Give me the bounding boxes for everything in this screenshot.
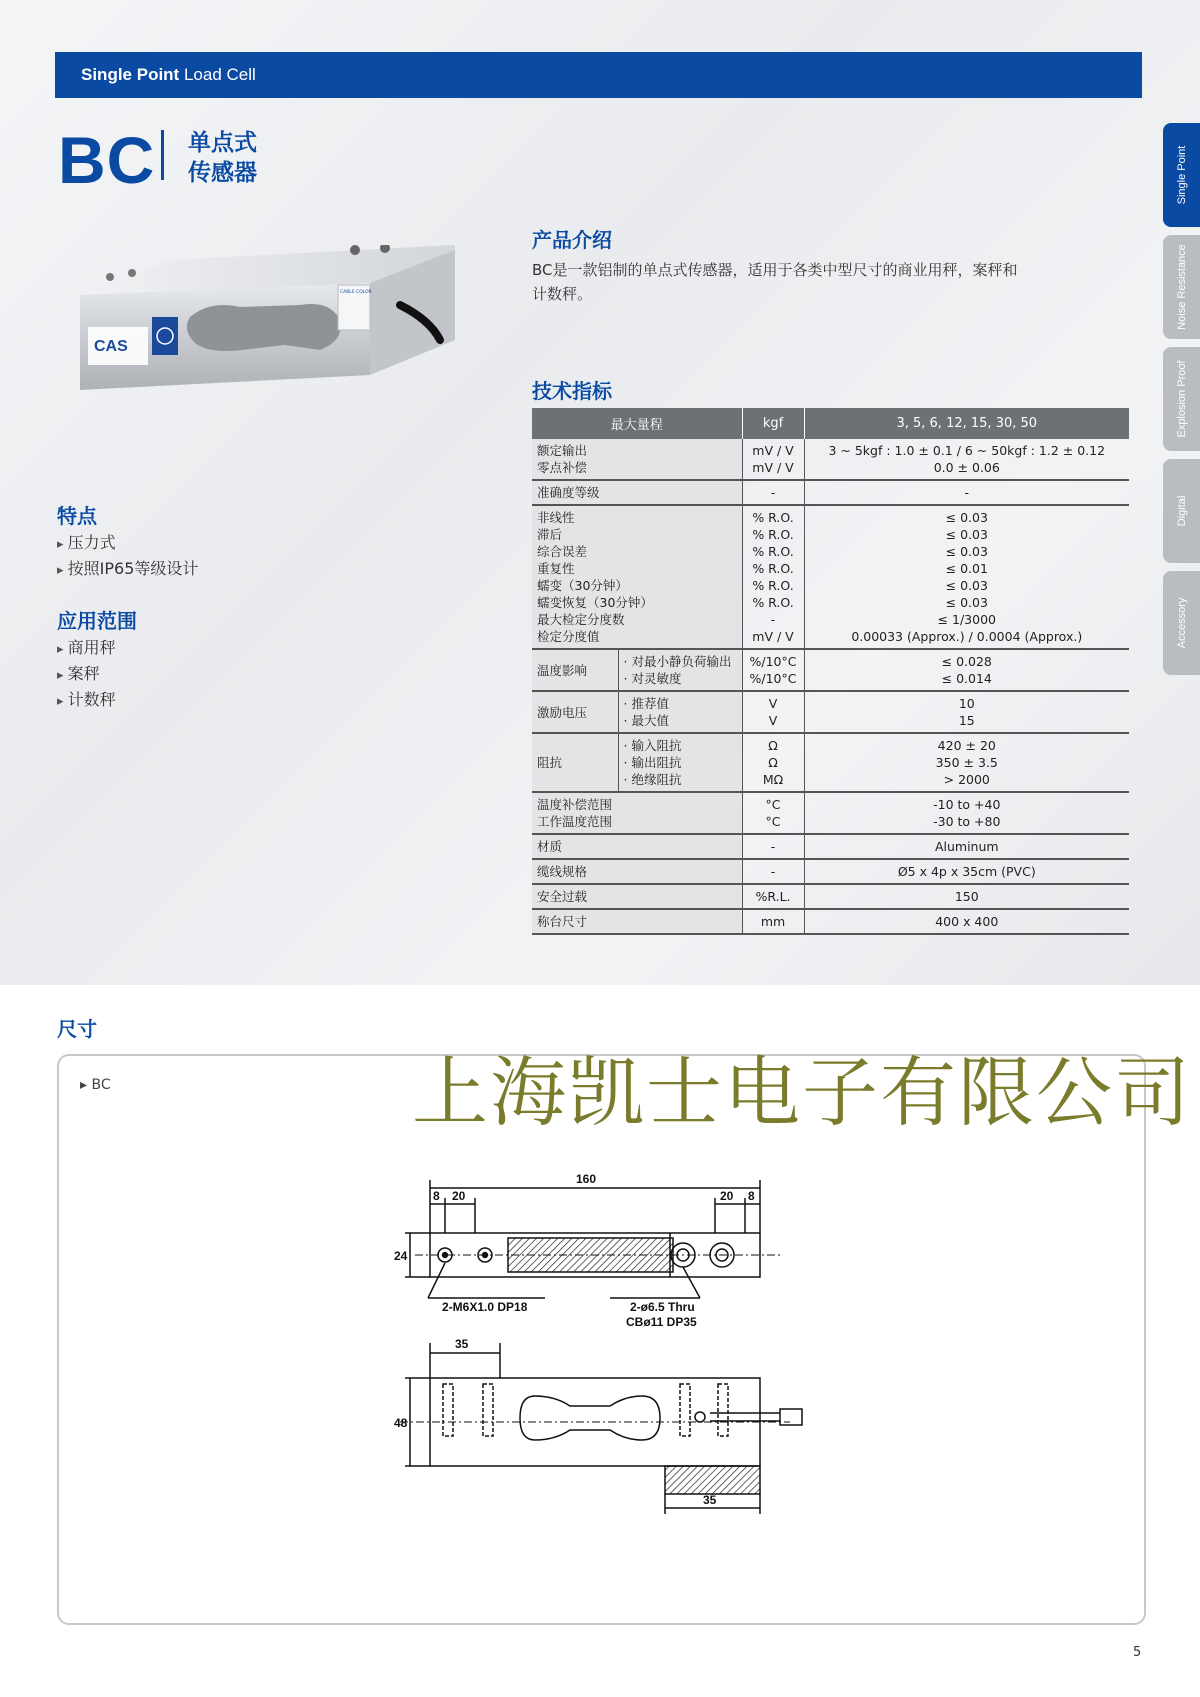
load-cell-image <box>70 245 490 425</box>
dimension-drawing <box>380 1168 840 1538</box>
applications-title: 应用范围 <box>57 609 137 633</box>
dim-total-length: 160 <box>576 1172 597 1186</box>
brand-logo-text: CAS <box>94 338 128 355</box>
dim-20: 20 <box>452 1189 466 1203</box>
features-list <box>57 531 198 583</box>
model-subtitle: 单点式 传感器 <box>188 130 257 186</box>
table-row: 缆线规格 - Ø5 x 4p x 35cm (PVC) <box>532 859 1129 884</box>
applications-list <box>57 636 116 714</box>
dim-20-right: 20 <box>720 1189 734 1203</box>
dim-35-bottom: 35 <box>703 1493 717 1507</box>
dim-height: 48 <box>394 1416 408 1430</box>
table-row: 材质 - Aluminum <box>532 834 1129 859</box>
list-item: ▸ 案秤 <box>57 662 116 688</box>
dim-note-thread: 2-M6X1.0 DP18 <box>442 1300 528 1314</box>
dim-8-right: 8 <box>748 1189 755 1203</box>
list-item: ▸ 计数秤 <box>57 688 116 714</box>
spec-table <box>532 408 1129 935</box>
table-row: 温度影响 · 对最小静负荷输出 · 对灵敏度 %/10°C %/10°C ≤ 0.028 ≤ 0.014 <box>532 649 1129 691</box>
table-header-row <box>532 408 1129 439</box>
dim-width: 24 <box>394 1249 408 1263</box>
table-row: 激励电压 · 推荐值 · 最大值 V V 10 15 <box>532 691 1129 733</box>
table-row: 温度补偿范围 工作温度范围 °C °C -10 to +40 -30 to +80 <box>532 792 1129 834</box>
intro-title: 产品介绍 <box>532 228 612 252</box>
table-row: 安全过载 %R.L. 150 <box>532 884 1129 909</box>
side-tab-single-point[interactable]: Single Point <box>1163 123 1200 227</box>
svg-text:CABLE COLOR: CABLE COLOR <box>340 290 372 295</box>
side-tab-accessory[interactable]: Accessory <box>1163 571 1200 675</box>
dimensions-title: 尺寸 <box>57 1017 97 1041</box>
company-watermark: 上海凯士电子有限公司 <box>412 1048 1192 1137</box>
list-item: ▸ 压力式 <box>57 531 198 557</box>
table-header-cell: 3, 5, 6, 12, 15, 30, 50 <box>804 408 1129 439</box>
model-name: BC <box>58 123 156 197</box>
table-row: 称台尺寸 mm 400 x 400 <box>532 909 1129 934</box>
side-tab-digital[interactable]: Digital <box>1163 459 1200 563</box>
list-item: ▸ 商用秤 <box>57 636 116 662</box>
table-row: 准确度等级 - - <box>532 480 1129 505</box>
dimensions-model-label: ▸ BC <box>80 1077 111 1093</box>
features-title: 特点 <box>57 504 97 528</box>
model-divider <box>161 130 164 180</box>
side-tab-explosion-proof[interactable]: Explosion Proof <box>1163 347 1200 451</box>
dim-note-hole: 2-ø6.5 Thru <box>630 1300 695 1314</box>
side-tabs <box>1163 123 1200 683</box>
intro-text: BC是一款铝制的单点式传感器，适用于各类中型尺寸的商业用秤，案秤和计数秤。 <box>532 261 1018 303</box>
page-number: 5 <box>1133 1645 1142 1660</box>
table-header-cell: 最大量程 <box>532 408 742 439</box>
header-title: Single Point Load Cell <box>81 65 256 84</box>
list-item: ▸ 按照IP65等级设计 <box>57 557 198 583</box>
header-bar <box>55 52 1142 98</box>
specs-title: 技术指标 <box>532 379 612 403</box>
dim-note-counterbore: CBø11 DP35 <box>626 1315 697 1329</box>
table-row: 阻抗 · 输入阻抗 · 输出阻抗 · 绝缘阻抗 Ω Ω MΩ 420 ± 20 350 ± 3.5 > 2000 <box>532 733 1129 792</box>
table-header-cell: kgf <box>742 408 804 439</box>
table-row: 额定输出 零点补偿 mV / V mV / V 3 ~ 5kgf : 1.0 ± 0.1 / 6 ~ 50kgf : 1.2 ± 0.12 0.0 ± 0.06 <box>532 439 1129 480</box>
table-row: 非线性 滞后 综合误差 重复性 蠕变（30分钟） 蠕变恢复（30分钟） 最大检定分度数 检定分度值 % R.O. % R.O. % R.O. % R.O. % R.O. % R.O. - mV / V ≤ 0.03 ≤ 0.03 ≤ 0.03 ≤ 0.01 ≤ 0.03 ≤ 0.03 ≤ 1/3000 0.00033 (Approx.) / 0.0004 (Approx.) <box>532 505 1129 649</box>
dim-8: 8 <box>433 1189 440 1203</box>
dim-35: 35 <box>455 1337 469 1351</box>
side-tab-noise-resistance[interactable]: Noise Resistance <box>1163 235 1200 339</box>
